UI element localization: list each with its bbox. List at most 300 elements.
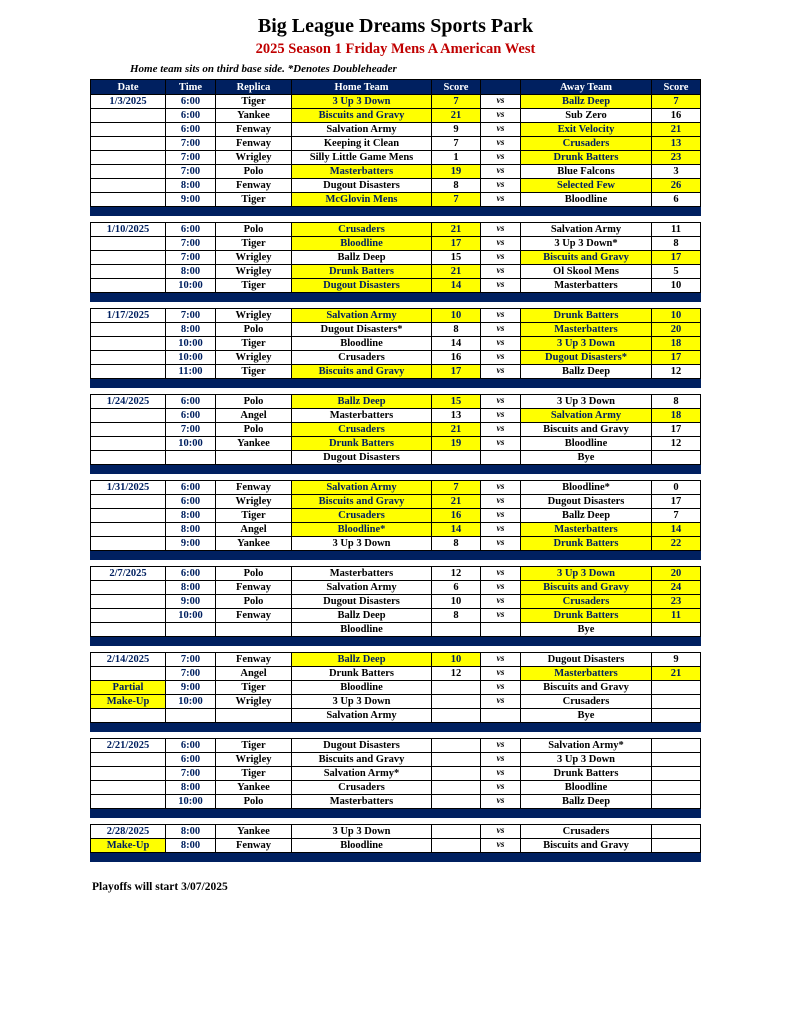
cell-away-score bbox=[652, 781, 701, 795]
cell-home-score bbox=[432, 451, 481, 465]
cell-replica: Tiger bbox=[216, 95, 292, 109]
cell-replica bbox=[216, 709, 292, 723]
cell-away-team: Crusaders bbox=[521, 137, 652, 151]
cell-time: 6:00 bbox=[166, 395, 216, 409]
cell-vs: vs bbox=[481, 109, 521, 123]
week-gap-space bbox=[91, 388, 701, 395]
cell-home-score: 10 bbox=[432, 595, 481, 609]
cell-date bbox=[91, 437, 166, 451]
cell-home-team: Dugout Disasters bbox=[292, 179, 432, 193]
game-row bbox=[91, 609, 701, 623]
cell-home-score: 21 bbox=[432, 109, 481, 123]
cell-time: 8:00 bbox=[166, 509, 216, 523]
cell-home-score: 7 bbox=[432, 481, 481, 495]
cell-replica: Fenway bbox=[216, 481, 292, 495]
cell-home-team: Ballz Deep bbox=[292, 653, 432, 667]
cell-vs: vs bbox=[481, 437, 521, 451]
game-row bbox=[91, 595, 701, 609]
cell-replica: Tiger bbox=[216, 279, 292, 293]
cell-home-score bbox=[432, 739, 481, 753]
cell-away-score: 11 bbox=[652, 609, 701, 623]
cell-vs: vs bbox=[481, 237, 521, 251]
cell-away-team: 3 Up 3 Down bbox=[521, 337, 652, 351]
cell-date bbox=[91, 265, 166, 279]
cell-date bbox=[91, 581, 166, 595]
cell-time: 10:00 bbox=[166, 279, 216, 293]
cell-time: 7:00 bbox=[166, 309, 216, 323]
cell-vs: vs bbox=[481, 653, 521, 667]
cell-date: Make-Up bbox=[91, 839, 166, 853]
cell-away-score: 14 bbox=[652, 523, 701, 537]
cell-date bbox=[91, 495, 166, 509]
week-separator-bar bbox=[91, 551, 701, 560]
cell-away-score bbox=[652, 623, 701, 637]
cell-away-team: Bloodline* bbox=[521, 481, 652, 495]
cell-date bbox=[91, 365, 166, 379]
cell-away-score: 20 bbox=[652, 323, 701, 337]
game-row bbox=[91, 309, 701, 323]
cell-time bbox=[166, 451, 216, 465]
cell-time: 6:00 bbox=[166, 95, 216, 109]
week-gap bbox=[91, 560, 701, 567]
cell-home-score: 7 bbox=[432, 95, 481, 109]
cell-time: 7:00 bbox=[166, 137, 216, 151]
game-row bbox=[91, 251, 701, 265]
week-separator bbox=[91, 379, 701, 388]
game-row bbox=[91, 395, 701, 409]
cell-away-team: Dugout Disasters* bbox=[521, 351, 652, 365]
week-gap bbox=[91, 216, 701, 223]
cell-home-team: Silly Little Game Mens bbox=[292, 151, 432, 165]
cell-vs bbox=[481, 709, 521, 723]
cell-vs: vs bbox=[481, 193, 521, 207]
cell-away-team: Dugout Disasters bbox=[521, 495, 652, 509]
game-row bbox=[91, 753, 701, 767]
cell-time: 6:00 bbox=[166, 123, 216, 137]
week-separator bbox=[91, 293, 701, 302]
cell-time: 9:00 bbox=[166, 681, 216, 695]
cell-date bbox=[91, 323, 166, 337]
cell-date bbox=[91, 337, 166, 351]
cell-home-team: Crusaders bbox=[292, 509, 432, 523]
cell-date: Make-Up bbox=[91, 695, 166, 709]
cell-home-score: 8 bbox=[432, 323, 481, 337]
cell-replica: Wrigley bbox=[216, 351, 292, 365]
cell-home-team: 3 Up 3 Down bbox=[292, 537, 432, 551]
cell-replica: Wrigley bbox=[216, 265, 292, 279]
cell-home-team: Bloodline bbox=[292, 237, 432, 251]
cell-date: Partial bbox=[91, 681, 166, 695]
week-separator bbox=[91, 465, 701, 474]
cell-date bbox=[91, 409, 166, 423]
cell-away-team: Ballz Deep bbox=[521, 365, 652, 379]
week-separator bbox=[91, 853, 701, 862]
cell-time: 8:00 bbox=[166, 825, 216, 839]
week-gap-space bbox=[91, 474, 701, 481]
header-replica: Replica bbox=[216, 80, 292, 95]
cell-away-team: 3 Up 3 Down bbox=[521, 567, 652, 581]
week-gap bbox=[91, 732, 701, 739]
cell-away-score bbox=[652, 695, 701, 709]
cell-home-score: 16 bbox=[432, 509, 481, 523]
game-row bbox=[91, 509, 701, 523]
header-away-team: Away Team bbox=[521, 80, 652, 95]
game-row bbox=[91, 151, 701, 165]
cell-vs: vs bbox=[481, 495, 521, 509]
page-title: Big League Dreams Sports Park bbox=[257, 15, 534, 37]
cell-home-score bbox=[432, 681, 481, 695]
cell-home-team: Dugout Disasters bbox=[292, 739, 432, 753]
week-separator bbox=[91, 207, 701, 216]
cell-replica: Yankee bbox=[216, 781, 292, 795]
game-row bbox=[91, 781, 701, 795]
cell-home-team: Bloodline bbox=[292, 337, 432, 351]
cell-away-score: 17 bbox=[652, 251, 701, 265]
cell-date bbox=[91, 753, 166, 767]
cell-away-score: 21 bbox=[652, 667, 701, 681]
game-row bbox=[91, 265, 701, 279]
game-row bbox=[91, 123, 701, 137]
cell-home-team: Biscuits and Gravy bbox=[292, 109, 432, 123]
cell-home-team: Dugout Disasters* bbox=[292, 323, 432, 337]
cell-replica: Tiger bbox=[216, 509, 292, 523]
cell-home-team: Bloodline bbox=[292, 839, 432, 853]
game-row bbox=[91, 667, 701, 681]
playoffs-note: Playoffs will start 3/07/2025 bbox=[92, 880, 228, 893]
cell-date: 2/21/2025 bbox=[91, 739, 166, 753]
cell-replica: Yankee bbox=[216, 825, 292, 839]
cell-replica: Polo bbox=[216, 223, 292, 237]
cell-time: 8:00 bbox=[166, 581, 216, 595]
cell-time: 6:00 bbox=[166, 409, 216, 423]
cell-vs: vs bbox=[481, 581, 521, 595]
header-home-team: Home Team bbox=[292, 80, 432, 95]
header-vs bbox=[481, 80, 521, 95]
cell-vs: vs bbox=[481, 423, 521, 437]
cell-away-score: 18 bbox=[652, 409, 701, 423]
cell-home-score: 7 bbox=[432, 137, 481, 151]
cell-vs: vs bbox=[481, 123, 521, 137]
cell-home-score bbox=[432, 781, 481, 795]
cell-replica: Wrigley bbox=[216, 251, 292, 265]
cell-home-score bbox=[432, 839, 481, 853]
bye-row bbox=[91, 623, 701, 637]
game-row bbox=[91, 739, 701, 753]
cell-vs: vs bbox=[481, 481, 521, 495]
cell-date: 1/10/2025 bbox=[91, 223, 166, 237]
cell-home-score bbox=[432, 825, 481, 839]
week-separator-bar bbox=[91, 853, 701, 862]
cell-date bbox=[91, 509, 166, 523]
cell-away-team: Dugout Disasters bbox=[521, 653, 652, 667]
cell-away-team: Salvation Army* bbox=[521, 739, 652, 753]
week-separator bbox=[91, 637, 701, 646]
game-row bbox=[91, 223, 701, 237]
game-row bbox=[91, 767, 701, 781]
game-row bbox=[91, 337, 701, 351]
cell-home-score: 17 bbox=[432, 365, 481, 379]
cell-away-score: 26 bbox=[652, 179, 701, 193]
cell-home-score: 15 bbox=[432, 251, 481, 265]
cell-replica: Wrigley bbox=[216, 695, 292, 709]
cell-away-team: Crusaders bbox=[521, 695, 652, 709]
game-row bbox=[91, 137, 701, 151]
cell-home-team: Ballz Deep bbox=[292, 609, 432, 623]
game-row bbox=[91, 179, 701, 193]
cell-away-team: Biscuits and Gravy bbox=[521, 251, 652, 265]
game-row bbox=[91, 825, 701, 839]
game-row bbox=[91, 581, 701, 595]
cell-home-team: Ballz Deep bbox=[292, 251, 432, 265]
cell-time: 8:00 bbox=[166, 265, 216, 279]
cell-date bbox=[91, 351, 166, 365]
cell-replica: Fenway bbox=[216, 581, 292, 595]
cell-home-score: 19 bbox=[432, 437, 481, 451]
cell-away-score: 17 bbox=[652, 495, 701, 509]
cell-vs: vs bbox=[481, 523, 521, 537]
cell-home-team: Salvation Army bbox=[292, 481, 432, 495]
cell-away-score: 12 bbox=[652, 437, 701, 451]
cell-replica: Tiger bbox=[216, 337, 292, 351]
cell-away-team: Bye bbox=[521, 451, 652, 465]
week-gap bbox=[91, 862, 701, 869]
week-separator-bar bbox=[91, 293, 701, 302]
cell-home-team: Drunk Batters bbox=[292, 437, 432, 451]
cell-vs: vs bbox=[481, 179, 521, 193]
cell-replica: Fenway bbox=[216, 137, 292, 151]
bye-row bbox=[91, 451, 701, 465]
cell-replica: Wrigley bbox=[216, 753, 292, 767]
page-subtitle: 2025 Season 1 Friday Mens A American West bbox=[255, 41, 536, 57]
week-gap bbox=[91, 388, 701, 395]
game-row bbox=[91, 351, 701, 365]
cell-vs: vs bbox=[481, 165, 521, 179]
cell-home-score: 21 bbox=[432, 423, 481, 437]
week-gap bbox=[91, 302, 701, 309]
cell-home-team: Masterbatters bbox=[292, 567, 432, 581]
cell-home-team: Dugout Disasters bbox=[292, 451, 432, 465]
cell-away-score: 8 bbox=[652, 395, 701, 409]
cell-home-team: McGlovin Mens bbox=[292, 193, 432, 207]
cell-replica: Fenway bbox=[216, 839, 292, 853]
cell-time: 6:00 bbox=[166, 753, 216, 767]
cell-home-team: Masterbatters bbox=[292, 795, 432, 809]
cell-replica: Polo bbox=[216, 165, 292, 179]
cell-home-team: Salvation Army bbox=[292, 709, 432, 723]
cell-away-team: Blue Falcons bbox=[521, 165, 652, 179]
week-separator bbox=[91, 723, 701, 732]
cell-date: 2/14/2025 bbox=[91, 653, 166, 667]
game-row bbox=[91, 423, 701, 437]
cell-home-team: Salvation Army bbox=[292, 123, 432, 137]
game-row bbox=[91, 109, 701, 123]
cell-away-team: Biscuits and Gravy bbox=[521, 839, 652, 853]
cell-time: 8:00 bbox=[166, 781, 216, 795]
cell-home-score: 17 bbox=[432, 237, 481, 251]
cell-vs: vs bbox=[481, 767, 521, 781]
cell-replica: Wrigley bbox=[216, 309, 292, 323]
cell-replica: Polo bbox=[216, 595, 292, 609]
cell-away-team: Drunk Batters bbox=[521, 609, 652, 623]
cell-date bbox=[91, 137, 166, 151]
cell-away-score: 24 bbox=[652, 581, 701, 595]
cell-away-team: Ballz Deep bbox=[521, 795, 652, 809]
cell-away-team: Masterbatters bbox=[521, 667, 652, 681]
cell-away-score: 7 bbox=[652, 509, 701, 523]
cell-home-score: 1 bbox=[432, 151, 481, 165]
cell-date bbox=[91, 423, 166, 437]
cell-vs: vs bbox=[481, 695, 521, 709]
cell-date bbox=[91, 523, 166, 537]
cell-time: 6:00 bbox=[166, 481, 216, 495]
game-row bbox=[91, 523, 701, 537]
cell-date bbox=[91, 537, 166, 551]
week-gap-space bbox=[91, 560, 701, 567]
cell-away-team: Sub Zero bbox=[521, 109, 652, 123]
cell-vs bbox=[481, 451, 521, 465]
cell-home-score: 8 bbox=[432, 537, 481, 551]
cell-away-team: 3 Up 3 Down bbox=[521, 753, 652, 767]
cell-home-team: Salvation Army* bbox=[292, 767, 432, 781]
cell-away-team: Salvation Army bbox=[521, 409, 652, 423]
cell-home-score: 10 bbox=[432, 309, 481, 323]
cell-time: 7:00 bbox=[166, 653, 216, 667]
cell-away-team: Bloodline bbox=[521, 437, 652, 451]
cell-home-team: Bloodline bbox=[292, 681, 432, 695]
cell-home-team: Biscuits and Gravy bbox=[292, 495, 432, 509]
game-row bbox=[91, 409, 701, 423]
cell-time: 8:00 bbox=[166, 523, 216, 537]
cell-date bbox=[91, 781, 166, 795]
cell-away-score bbox=[652, 451, 701, 465]
schedule-table bbox=[90, 79, 701, 869]
game-row bbox=[91, 495, 701, 509]
cell-vs: vs bbox=[481, 409, 521, 423]
cell-time: 7:00 bbox=[166, 767, 216, 781]
game-row bbox=[91, 323, 701, 337]
cell-date bbox=[91, 623, 166, 637]
cell-away-score bbox=[652, 795, 701, 809]
cell-away-team: Selected Few bbox=[521, 179, 652, 193]
cell-replica: Wrigley bbox=[216, 495, 292, 509]
cell-home-team: Biscuits and Gravy bbox=[292, 753, 432, 767]
game-row bbox=[91, 537, 701, 551]
cell-away-team: 3 Up 3 Down bbox=[521, 395, 652, 409]
cell-replica: Fenway bbox=[216, 653, 292, 667]
cell-away-score bbox=[652, 825, 701, 839]
cell-vs: vs bbox=[481, 567, 521, 581]
cell-away-team: Masterbatters bbox=[521, 323, 652, 337]
cell-away-score: 3 bbox=[652, 165, 701, 179]
cell-date bbox=[91, 451, 166, 465]
cell-away-team: Biscuits and Gravy bbox=[521, 423, 652, 437]
cell-time: 7:00 bbox=[166, 165, 216, 179]
cell-away-score bbox=[652, 839, 701, 853]
cell-home-team: Biscuits and Gravy bbox=[292, 365, 432, 379]
cell-date bbox=[91, 795, 166, 809]
cell-home-score bbox=[432, 795, 481, 809]
cell-home-score bbox=[432, 623, 481, 637]
cell-vs: vs bbox=[481, 395, 521, 409]
cell-home-team: 3 Up 3 Down bbox=[292, 825, 432, 839]
cell-date bbox=[91, 123, 166, 137]
cell-vs: vs bbox=[481, 595, 521, 609]
cell-date bbox=[91, 151, 166, 165]
table-header-row bbox=[91, 80, 701, 95]
bye-row bbox=[91, 709, 701, 723]
game-row bbox=[91, 681, 701, 695]
cell-date: 1/17/2025 bbox=[91, 309, 166, 323]
game-row bbox=[91, 279, 701, 293]
cell-home-team: Dugout Disasters bbox=[292, 279, 432, 293]
cell-replica: Fenway bbox=[216, 609, 292, 623]
week-gap bbox=[91, 646, 701, 653]
game-row bbox=[91, 165, 701, 179]
cell-replica: Tiger bbox=[216, 739, 292, 753]
cell-replica: Polo bbox=[216, 567, 292, 581]
cell-time: 11:00 bbox=[166, 365, 216, 379]
cell-time: 7:00 bbox=[166, 237, 216, 251]
cell-time: 10:00 bbox=[166, 351, 216, 365]
cell-replica bbox=[216, 623, 292, 637]
header-date: Date bbox=[91, 80, 166, 95]
week-gap-space bbox=[91, 216, 701, 223]
cell-date: 2/28/2025 bbox=[91, 825, 166, 839]
week-gap-space bbox=[91, 818, 701, 825]
cell-vs: vs bbox=[481, 251, 521, 265]
cell-home-score: 14 bbox=[432, 337, 481, 351]
header-time: Time bbox=[166, 80, 216, 95]
cell-date bbox=[91, 193, 166, 207]
cell-date bbox=[91, 109, 166, 123]
cell-vs: vs bbox=[481, 309, 521, 323]
cell-away-score: 5 bbox=[652, 265, 701, 279]
week-gap bbox=[91, 818, 701, 825]
cell-replica: Angel bbox=[216, 667, 292, 681]
cell-vs: vs bbox=[481, 351, 521, 365]
week-separator-bar bbox=[91, 723, 701, 732]
cell-time: 6:00 bbox=[166, 739, 216, 753]
cell-home-score: 21 bbox=[432, 265, 481, 279]
cell-vs: vs bbox=[481, 839, 521, 853]
cell-away-team: 3 Up 3 Down* bbox=[521, 237, 652, 251]
cell-away-score: 21 bbox=[652, 123, 701, 137]
cell-away-team: Bloodline bbox=[521, 193, 652, 207]
cell-vs: vs bbox=[481, 739, 521, 753]
cell-home-team: Crusaders bbox=[292, 351, 432, 365]
game-row bbox=[91, 795, 701, 809]
cell-home-score bbox=[432, 767, 481, 781]
cell-vs: vs bbox=[481, 681, 521, 695]
cell-replica: Wrigley bbox=[216, 151, 292, 165]
cell-time: 7:00 bbox=[166, 667, 216, 681]
cell-vs: vs bbox=[481, 753, 521, 767]
cell-away-score: 13 bbox=[652, 137, 701, 151]
cell-time: 7:00 bbox=[166, 151, 216, 165]
cell-home-team: Drunk Batters bbox=[292, 667, 432, 681]
week-gap-space bbox=[91, 862, 701, 869]
cell-home-score: 21 bbox=[432, 495, 481, 509]
cell-time: 6:00 bbox=[166, 567, 216, 581]
week-separator-bar bbox=[91, 379, 701, 388]
cell-away-score: 11 bbox=[652, 223, 701, 237]
cell-away-score: 22 bbox=[652, 537, 701, 551]
week-separator-bar bbox=[91, 809, 701, 818]
cell-vs: vs bbox=[481, 537, 521, 551]
header-score: Score bbox=[652, 80, 701, 95]
cell-time: 10:00 bbox=[166, 609, 216, 623]
cell-time: 8:00 bbox=[166, 179, 216, 193]
